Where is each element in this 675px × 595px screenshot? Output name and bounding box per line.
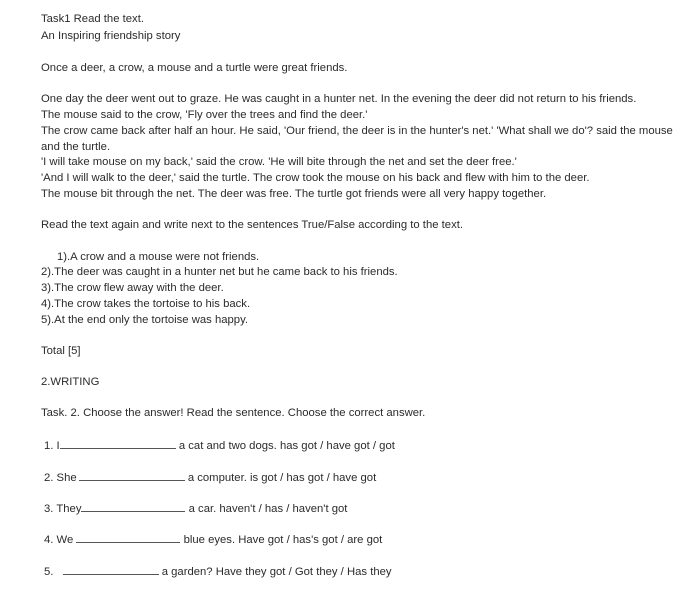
story-line: 'I will take mouse on my back,' said the crow. 'He will bite through the net and set the deer free.' [41, 156, 517, 168]
story-line: One day the deer went out to graze. He was caught in a hunter net. In the evening the deer did not return to his friends. [41, 93, 637, 105]
answer-blank[interactable] [81, 501, 185, 512]
choice-item [44, 470, 376, 485]
true-false-item: 3).The crow flew away with the deer. [41, 282, 224, 294]
story-line: The mouse bit through the net. The deer was free. The turtle got friends were all very happy together. [41, 188, 547, 200]
story-line: The mouse said to the crow, 'Fly over the trees and find the deer.' [41, 109, 368, 121]
choice-suffix: blue eyes. Have got / has's got / are got [183, 534, 383, 546]
task1-instruction: Read the text again and write next to the sentences True/False according to the text. [41, 219, 464, 231]
total-score: Total [5] [41, 345, 81, 357]
answer-blank[interactable] [60, 438, 176, 449]
writing-heading: 2.WRITING [41, 376, 100, 388]
choice-item [44, 532, 382, 547]
story-line: The crow came back after half an hour. He said, 'Our friend, the deer is in the hunter's net.' 'What shall we do'? said the mouse [41, 125, 673, 137]
choice-suffix: a garden? Have they got / Got they / Has they [161, 566, 392, 578]
task2-instruction: Task. 2. Choose the answer! Read the sentence. Choose the correct answer. [41, 407, 426, 419]
story-intro: Once a deer, a crow, a mouse and a turtle were great friends. [41, 62, 348, 74]
choice-prefix: 1. I [44, 440, 60, 452]
choice-item [44, 438, 395, 453]
choice-prefix: 4. We [44, 534, 74, 546]
choice-prefix: 3. They [44, 503, 82, 515]
choice-prefix: 5. [44, 566, 54, 578]
answer-blank[interactable] [76, 532, 180, 543]
true-false-item: 2).The deer was caught in a hunter net but he came back to his friends. [41, 266, 398, 278]
task1-heading: Task1 Read the text. [41, 13, 144, 25]
choice-suffix: a car. haven't / has / haven't got [188, 503, 348, 515]
story-title: An Inspiring friendship story [41, 30, 181, 42]
choice-item [44, 564, 392, 579]
story-line: and the turtle. [41, 141, 111, 153]
answer-blank[interactable] [63, 564, 159, 575]
choice-suffix: a computer. is got / has got / have got [187, 472, 377, 484]
story-line: 'And I will walk to the deer,' said the turtle. The crow took the mouse on his back and flew with him to the deer. [41, 172, 590, 184]
choice-suffix: a cat and two dogs. has got / have got / got [178, 440, 395, 452]
true-false-item: 5).At the end only the tortoise was happy. [41, 314, 249, 326]
true-false-item: 4).The crow takes the tortoise to his back. [41, 298, 251, 310]
choice-prefix: 2. She [44, 472, 77, 484]
choice-item [44, 501, 347, 516]
answer-blank[interactable] [79, 470, 185, 481]
true-false-item: 1).A crow and a mouse were not friends. [57, 251, 260, 263]
